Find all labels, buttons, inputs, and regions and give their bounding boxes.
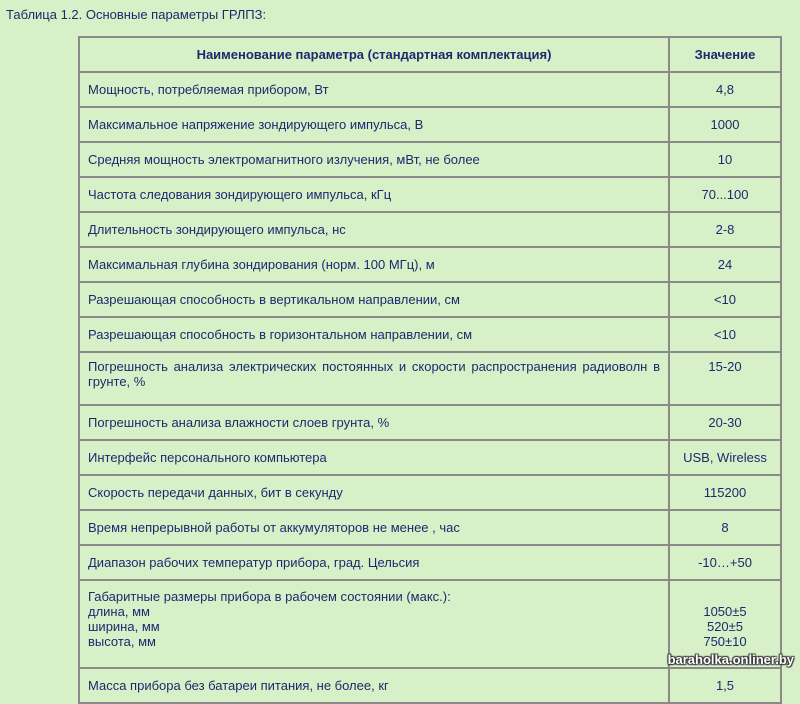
param-value: 1000 [669,107,781,142]
param-name: Масса прибора без батареи питания, не более, кг [79,668,669,703]
table-row [79,545,781,580]
dimensions-labels [79,580,669,668]
param-name: Средняя мощность электромагнитного излучения, мВт, не более [79,142,669,177]
table-row [79,142,781,177]
table-row [79,440,781,475]
height-label: высота, мм [88,634,156,649]
table-row [79,668,781,703]
table-row [79,247,781,282]
table-row [79,177,781,212]
width-value: 520±5 [706,619,744,634]
param-name: Погрешность анализа электрических постоянных и скорости распространения радиоволн в грунте, % [79,352,669,405]
param-name: Разрешающая способность в вертикальном направлении, см [79,282,669,317]
table-row [79,352,781,405]
table-row [79,510,781,545]
param-value: <10 [669,317,781,352]
param-value: 20-30 [669,405,781,440]
param-value: 8 [669,510,781,545]
param-name: Максимальная глубина зондирования (норм. 100 МГц), м [79,247,669,282]
param-value: 1,5 [669,668,781,703]
length-label: длина, мм [88,604,150,619]
table-row [79,212,781,247]
table-caption: Таблица 1.2. Основные параметры ГРЛПЗ: [6,7,267,22]
table-row [79,475,781,510]
param-name: Диапазон рабочих температур прибора, град. Цельсия [79,545,669,580]
length-value: 1050±5 [703,604,747,619]
table-row [79,317,781,352]
header-parameter-name: Наименование параметра (стандартная комплектация) [79,37,669,72]
param-name: Скорость передачи данных, бит в секунду [79,475,669,510]
param-value: 4,8 [669,72,781,107]
header-value: Значение [669,37,781,72]
table-row [79,72,781,107]
param-name: Мощность, потребляемая прибором, Вт [79,72,669,107]
param-value: USB, Wireless [669,440,781,475]
dimensions-title: Габаритные размеры прибора в рабочем состоянии (макс.): [88,589,451,604]
param-name: Длительность зондирующего импульса, нс [79,212,669,247]
param-name: Частота следования зондирующего импульса, кГц [79,177,669,212]
param-value: 70...100 [669,177,781,212]
param-value: 2-8 [669,212,781,247]
param-value: 115200 [669,475,781,510]
param-value: <10 [669,282,781,317]
width-label: ширина, мм [88,619,160,634]
param-value: -10…+50 [669,545,781,580]
table-row [79,405,781,440]
param-name: Погрешность анализа влажности слоев грунта, % [79,405,669,440]
parameters-table [78,36,782,704]
table-header-row [79,37,781,72]
param-value: 15-20 [669,352,781,405]
param-name: Максимальное напряжение зондирующего импульса, В [79,107,669,142]
param-name: Время непрерывной работы от аккумуляторов не менее , час [79,510,669,545]
table-row [79,282,781,317]
param-name: Разрешающая способность в горизонтальном направлении, см [79,317,669,352]
height-value: 750±10 [703,634,747,649]
param-value: 24 [669,247,781,282]
param-name: Интерфейс персонального компьютера [79,440,669,475]
param-value: 10 [669,142,781,177]
watermark: baraholka.onliner.by [667,652,794,667]
table-row [79,107,781,142]
